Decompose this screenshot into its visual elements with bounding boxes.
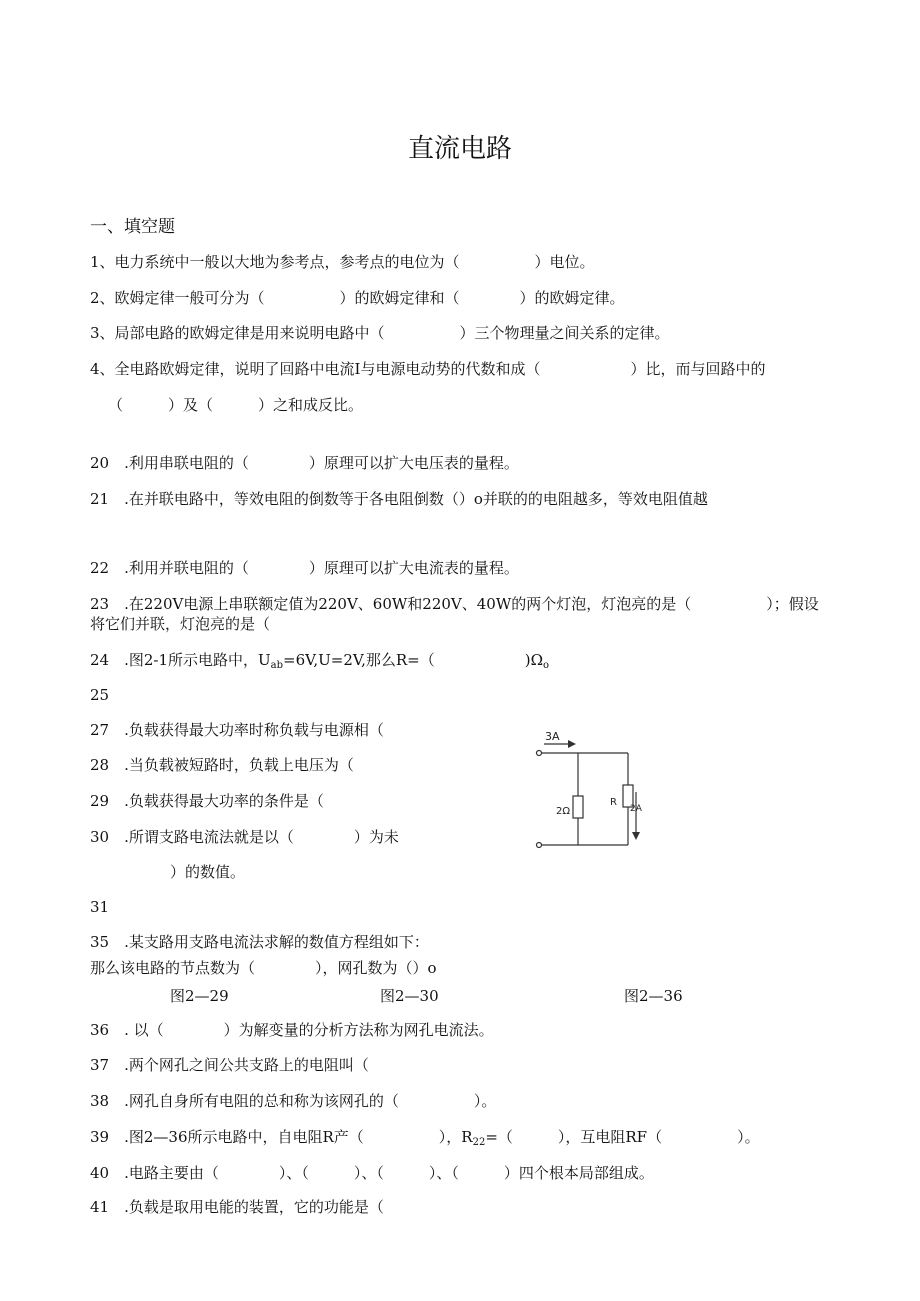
circuit-resistor-2ohm: 2Ω xyxy=(556,806,571,817)
question-31: 31 xyxy=(90,898,110,916)
figure-label-2-36: 图2—36 xyxy=(624,987,683,1005)
question-35-continued: 那么该电路的节点数为（ ），网孔数为（）o xyxy=(90,959,437,977)
question-24-text-end: =6V,U=2V,那么R=（ )Ω xyxy=(283,651,544,669)
question-23-continued: 将它们并联，灯泡亮的是（ xyxy=(90,615,271,633)
question-24-subscript: ab xyxy=(270,660,284,671)
question-20: 20 .利用串联电阻的（ ）原理可以扩大电压表的量程。 xyxy=(90,454,519,472)
question-29: 29 .负载获得最大功率的条件是（ xyxy=(90,792,324,810)
page-title: 直流电路 xyxy=(407,134,512,164)
question-2: 2、欧姆定律一般可分为（ ）的欧姆定律和（ ）的欧姆定律。 xyxy=(90,289,625,307)
question-39-text-mid: 产（ ），R xyxy=(333,1128,473,1146)
question-24-tail: o xyxy=(543,660,550,671)
question-1: 1、电力系统中一般以大地为参考点，参考点的电位为（ ）电位。 xyxy=(90,253,595,271)
question-35: 35 .某支路用支路电流法求解的数值方程组如下： xyxy=(90,933,429,951)
question-39-subscript: 22 xyxy=(472,1137,486,1148)
circuit-current-2a: 2A xyxy=(630,804,642,814)
question-3: 3、局部电路的欧姆定律是用来说明电路中（ ）三个物理量之间关系的定律。 xyxy=(90,324,670,342)
question-28: 28 .当负载被短路时，负载上电压为（ xyxy=(90,756,354,774)
question-39 xyxy=(90,1127,760,1153)
question-39-text: 39 .图2—36所示电路中，自电阻R xyxy=(90,1128,334,1146)
question-23: 23 .在220V电源上串联额定值为220V、60W和220V、40W的两个灯泡，灯泡亮的是（ ）；假设 xyxy=(90,595,819,613)
question-39-text-end: =（ ），互电阻RF（ ）。 xyxy=(485,1128,760,1146)
question-24 xyxy=(90,650,549,676)
figure-label-2-29: 图2—29 xyxy=(170,987,229,1005)
question-41: 41 .负载是取用电能的装置，它的功能是（ xyxy=(90,1198,384,1216)
circuit-resistor-r: R xyxy=(610,797,617,808)
question-4-continued: （ ）及（ ）之和成反比。 xyxy=(108,396,364,414)
question-30: 30 .所谓支路电流法就是以（ ）为未 xyxy=(90,828,399,846)
question-36: 36 . 以（ ）为解变量的分析方法称为网孔电流法。 xyxy=(90,1021,494,1039)
circuit-current-3a: 3A xyxy=(545,730,560,743)
question-25: 25 xyxy=(90,686,110,704)
question-4: 4、全电路欧姆定律，说明了回路中电流I与电源电动势的代数和成（ ）比，而与回路中的 xyxy=(90,360,766,378)
question-21: 21 .在并联电路中，等效电阻的倒数等于各电阻倒数（）o并联的的电阻越多，等效电阻值越 xyxy=(90,490,708,508)
question-38: 38 .网孔自身所有电阻的总和称为该网孔的（ ）。 xyxy=(90,1092,497,1110)
question-24-text: 24 .图2-1所示电路中，U xyxy=(90,651,271,669)
question-37: 37 .两个网孔之间公共支路上的电阻叫（ xyxy=(90,1056,369,1074)
question-22: 22 .利用并联电阻的（ ）原理可以扩大电流表的量程。 xyxy=(90,559,519,577)
circuit-diagram xyxy=(530,728,640,850)
question-40: 40 .电路主要由（ ）、（ ）、（ ）、（ ）四个根本局部组成。 xyxy=(90,1164,654,1182)
section-heading: 一、填空题 xyxy=(90,217,175,237)
question-27: 27 .负载获得最大功率时称负载与电源相（ xyxy=(90,721,384,739)
figure-label-2-30: 图2—30 xyxy=(380,987,439,1005)
question-30-continued: ）的数值。 xyxy=(170,863,246,881)
